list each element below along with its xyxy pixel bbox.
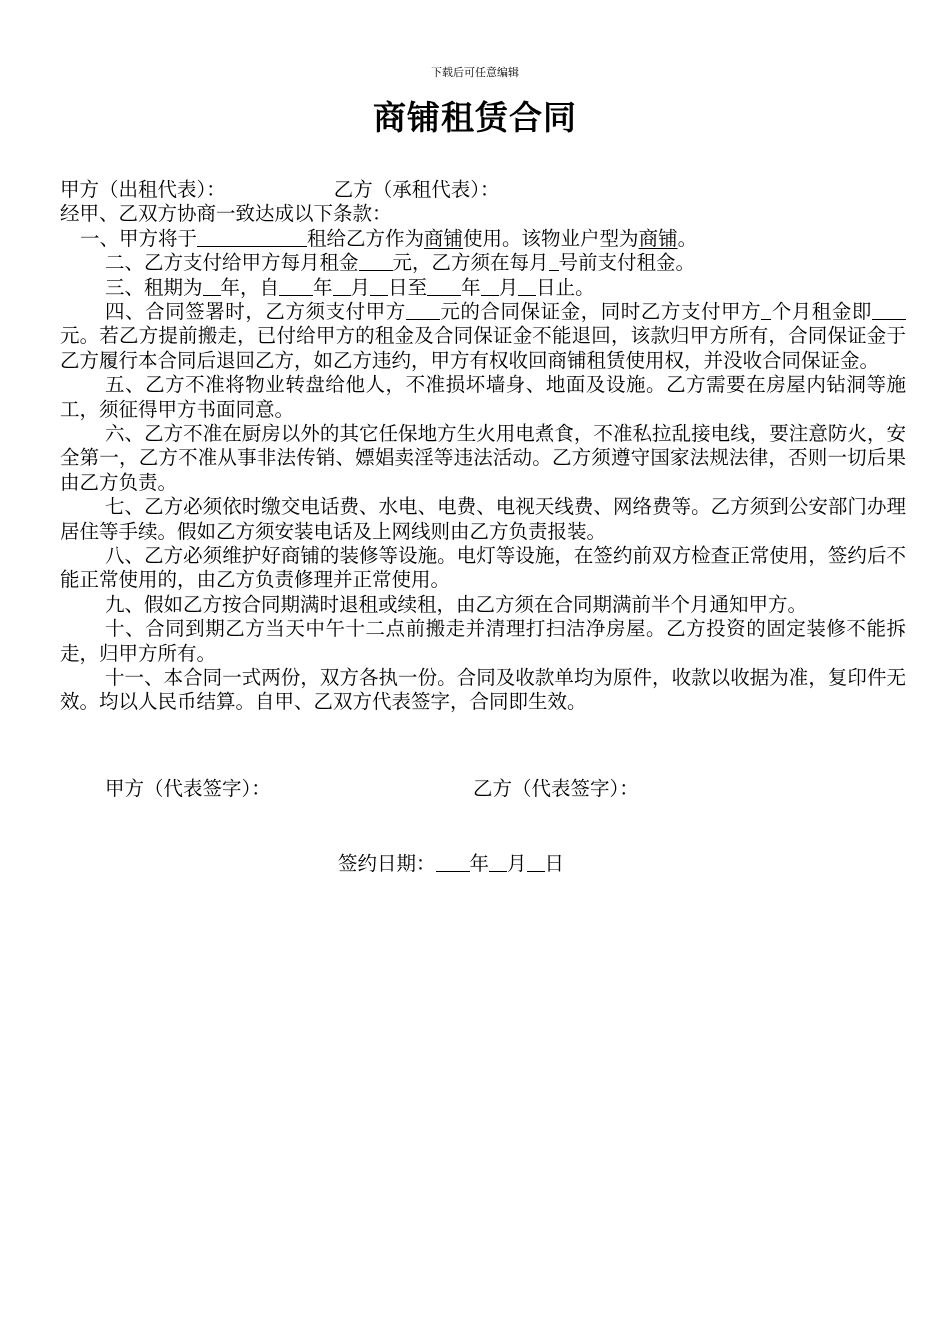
header-note: 下载后可任意编辑 [431,66,519,79]
blank-field[interactable] [436,853,470,872]
clause-3: 三、租期为 年，自 年 月 日至 年 月 日止。 [105,275,595,299]
blank-field[interactable] [872,301,906,320]
clause-9: 九、假如乙方按合同期满时退租或续租，由乙方须在合同期满前半个月通知甲方。 [105,592,808,616]
signature-row [105,776,905,802]
blank-field[interactable] [370,277,388,296]
blank-field[interactable] [333,277,351,296]
clause-6: 六、乙方不准在厨房以外的其它任保地方生火用电煮食，不准私拉乱接电线，要注意防火，安全第一，乙方不准从事非法传销、嫖娼卖淫等违法活动。乙方须遵守国家法规法律，否则一切后果由乙方负责。 [60,421,906,494]
signature-b-label: 乙方（代表签字）： [473,777,639,800]
blank-field[interactable] [359,252,393,271]
party-line [60,178,906,202]
blank-field[interactable] [203,277,221,296]
sign-date-label: 签约日期： [338,852,436,875]
blank-field[interactable] [481,277,499,296]
clause-11: 十一、本合同一式两份，双方各执一份。合同及收款单均为原件，收款以收据为准，复印件无效。均以人民币结算。自甲、乙双方代表签字，合同即生效。 [60,666,906,714]
clause-4: 四、合同签署时，乙方须支付甲方 元的合同保证金，同时乙方支付甲方 个月租金即元。若乙方提前搬走，已付给甲方的租金及合同保证金不能退回，该款归甲方所有，合同保证金于乙方履行本合同后退回乙方，如乙方违约，甲方有权收回商铺租赁使用权，并没收合同保证金。 [60,299,906,372]
clause-10: 十、合同到期乙方当天中午十二点前搬走并清理打扫洁净房屋。乙方投资的固定装修不能拆走，归甲方所有。 [60,617,906,665]
blank-field[interactable] [427,277,461,296]
clause-1: 一、甲方将于 租给乙方作为商铺使用。该物业户型为商铺。 [80,226,698,250]
party-b-label: 乙方（承租代表）： [333,178,500,201]
blank-field[interactable] [489,853,507,872]
blank-field[interactable] [406,301,440,320]
blank-field[interactable] [761,301,771,320]
sign-date: 签约日期： 年 月 日 [338,852,565,875]
contract-title: 商铺租赁合同 [373,98,577,137]
clause-2: 二、乙方支付给甲方每月租金 元，乙方须在每月 号前支付租金。 [105,251,696,275]
blank-field[interactable] [527,853,545,872]
blank-field[interactable] [518,277,536,296]
clause-8: 八、乙方必须维护好商铺的装修等设施。电灯等设施，在签约前双方检查正常使用，签约后不能正常使用的，由乙方负责修理并正常使用。 [60,544,906,592]
property-type: 商铺 [638,226,678,250]
blank-field[interactable] [197,228,307,247]
use-type: 商铺 [424,226,464,250]
contract-body [60,178,906,715]
intro-line: 经甲、乙双方协商一致达成以下条款： [60,202,392,226]
blank-field[interactable] [279,277,313,296]
party-a-label: 甲方（出租代表）： [60,178,226,201]
signature-a-label: 甲方（代表签字）： [105,777,271,800]
blank-field[interactable] [549,252,559,271]
clause-5: 五、乙方不准将物业转盘给他人，不准损坏墙身、地面及设施。乙方需要在房屋内钻洞等施工，须征得甲方书面同意。 [60,373,906,421]
clause-7: 七、乙方必须依时缴交电话费、水电、电费、电视天线费、网络费等。乙方须到公安部门办理居住等手续。假如乙方须安装电话及上网线则由乙方负责报装。 [60,495,906,543]
